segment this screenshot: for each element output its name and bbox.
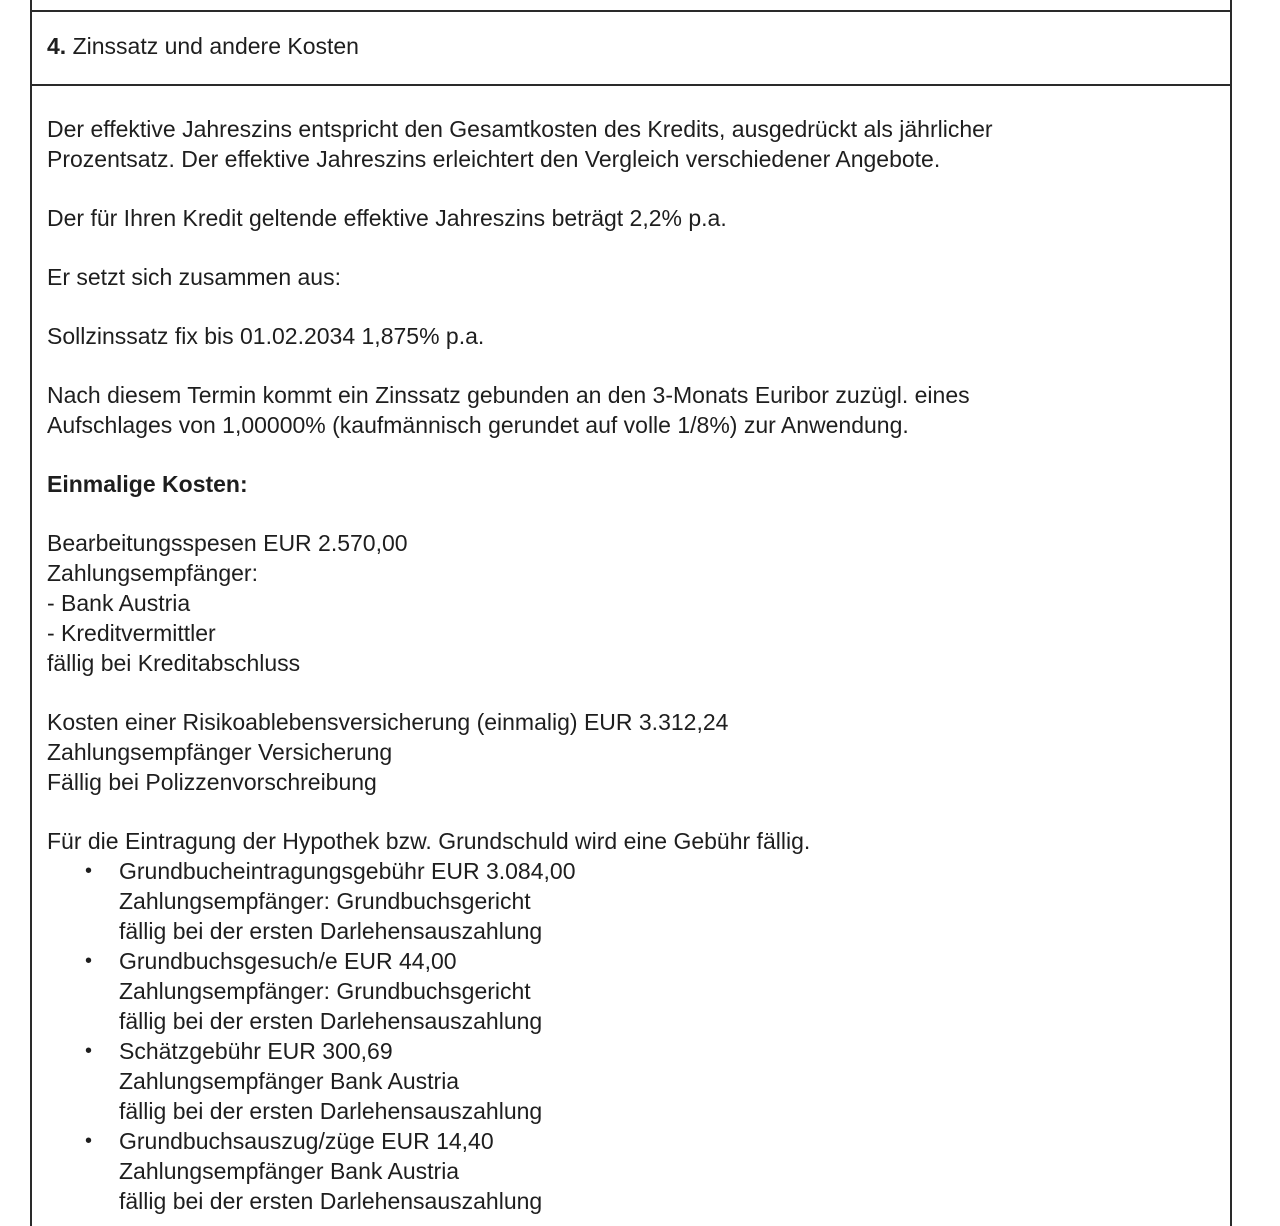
intro-paragraph bbox=[47, 114, 1207, 174]
list-item bbox=[47, 1126, 1207, 1216]
processing-fee-block bbox=[47, 528, 1207, 678]
insurance-payee: Zahlungsempfänger Versicherung bbox=[47, 739, 393, 765]
list-item bbox=[47, 1036, 1207, 1126]
fee-payee: Zahlungsempfänger: Grundbuchsgericht bbox=[119, 888, 531, 914]
effective-rate-text: Der für Ihren Kredit geltende effektive Jahreszins beträgt 2,2% p.a. bbox=[47, 205, 727, 231]
one-time-costs-heading: Einmalige Kosten: bbox=[47, 471, 248, 497]
processing-fee-due: fällig bei Kreditabschluss bbox=[47, 650, 301, 676]
fee-name: Grundbuchsauszug/züge EUR 14,40 bbox=[119, 1128, 494, 1154]
composition-text: Er setzt sich zusammen aus: bbox=[47, 264, 341, 290]
list-item bbox=[47, 856, 1207, 946]
processing-fee-payee: - Kreditvermittler bbox=[47, 620, 216, 646]
section-title-text: Zinssatz und andere Kosten bbox=[72, 33, 359, 59]
fee-payee: Zahlungsempfänger: Grundbuchsgericht bbox=[119, 978, 531, 1004]
intro-line: Prozentsatz. Der effektive Jahreszins erleichtert den Vergleich verschiedener Angebote. bbox=[47, 146, 941, 172]
fee-name: Schätzgebühr EUR 300,69 bbox=[119, 1038, 393, 1064]
fee-payee: Zahlungsempfänger Bank Austria bbox=[119, 1068, 460, 1094]
variable-rate-line: Aufschlages von 1,00000% (kaufmännisch gerundet auf volle 1/8%) zur Anwendung. bbox=[47, 412, 909, 438]
section-title bbox=[47, 32, 359, 60]
bullet-icon: • bbox=[85, 860, 93, 882]
section-header bbox=[32, 12, 1230, 86]
processing-fee-payee-label: Zahlungsempfänger: bbox=[47, 560, 258, 586]
processing-fee-payee: - Bank Austria bbox=[47, 590, 191, 616]
bullet-icon: • bbox=[85, 1040, 93, 1062]
mortgage-fee-list bbox=[47, 856, 1207, 1216]
insurance-amount: Kosten einer Risikoablebensversicherung (einmalig) EUR 3.312,24 bbox=[47, 709, 729, 735]
section-content bbox=[47, 114, 1207, 1216]
section-number: 4. bbox=[47, 33, 67, 59]
bullet-icon: • bbox=[85, 1130, 93, 1152]
fee-payee: Zahlungsempfänger Bank Austria bbox=[119, 1158, 460, 1184]
variable-rate-paragraph bbox=[47, 380, 1207, 440]
fee-due: fällig bei der ersten Darlehensauszahlung bbox=[119, 1008, 543, 1034]
mortgage-intro-text: Für die Eintragung der Hypothek bzw. Grundschuld wird eine Gebühr fällig. bbox=[47, 828, 811, 854]
document-frame bbox=[30, 0, 1232, 1226]
fee-name: Grundbucheintragungsgebühr EUR 3.084,00 bbox=[119, 858, 576, 884]
intro-line: Der effektive Jahreszins entspricht den Gesamtkosten des Kredits, ausgedrückt als jährlicher bbox=[47, 116, 993, 142]
processing-fee-amount: Bearbeitungsspesen EUR 2.570,00 bbox=[47, 530, 408, 556]
fixed-rate-text: Sollzinssatz fix bis 01.02.2034 1,875% p.a. bbox=[47, 323, 485, 349]
fee-due: fällig bei der ersten Darlehensauszahlung bbox=[119, 1098, 543, 1124]
bullet-icon: • bbox=[85, 950, 93, 972]
insurance-due: Fällig bei Polizzenvorschreibung bbox=[47, 769, 377, 795]
fee-due: fällig bei der ersten Darlehensauszahlung bbox=[119, 918, 543, 944]
list-item bbox=[47, 946, 1207, 1036]
insurance-block bbox=[47, 707, 1207, 797]
fee-name: Grundbuchsgesuch/e EUR 44,00 bbox=[119, 948, 457, 974]
fee-due: fällig bei der ersten Darlehensauszahlung bbox=[119, 1188, 543, 1214]
variable-rate-line: Nach diesem Termin kommt ein Zinssatz gebunden an den 3-Monats Euribor zuzügl. eines bbox=[47, 382, 970, 408]
